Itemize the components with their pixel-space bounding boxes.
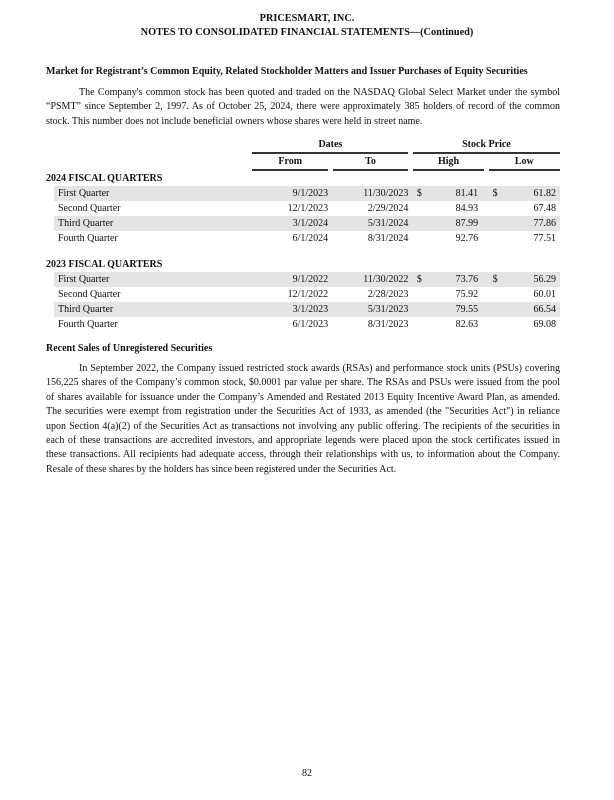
from-date: 9/1/2023 — [252, 186, 328, 201]
page-subtitle: NOTES TO CONSOLIDATED FINANCIAL STATEMENTS—(Continued) — [140, 27, 474, 38]
low-price: 69.08 — [533, 319, 556, 330]
currency-symbol: $ — [489, 186, 509, 201]
to-date: 2/29/2024 — [367, 203, 409, 214]
from-date: 9/1/2022 — [252, 272, 328, 287]
table-row — [54, 302, 560, 317]
quarter-label: Third Quarter — [54, 302, 252, 317]
low-price: 61.82 — [509, 186, 560, 201]
fiscal-section-header — [54, 171, 560, 186]
quarter-label: Fourth Quarter — [58, 319, 118, 330]
currency-symbol — [489, 302, 509, 317]
column-header-to: To — [333, 154, 409, 171]
high-price: 84.93 — [455, 203, 479, 214]
high-price: 92.76 — [455, 233, 479, 244]
low-price: 66.54 — [509, 302, 560, 317]
group-header-row — [54, 137, 560, 154]
fiscal-section-title: 2023 FISCAL QUARTERS — [46, 259, 163, 270]
fiscal-section-header — [54, 257, 560, 272]
currency-symbol — [413, 216, 433, 231]
to-date: 8/31/2024 — [367, 233, 409, 244]
low-price: 77.51 — [533, 233, 556, 244]
currency-symbol — [413, 317, 433, 332]
high-price: 81.41 — [433, 186, 484, 201]
to-date: 2/28/2023 — [367, 289, 409, 300]
to-date: 8/31/2023 — [367, 319, 409, 330]
quarter-label: Second Quarter — [58, 289, 121, 300]
high-price: 82.63 — [455, 319, 479, 330]
company-name: PRICESMART, INC. — [259, 13, 355, 24]
from-date: 12/1/2023 — [287, 203, 329, 214]
section-spacer — [54, 246, 560, 257]
currency-symbol — [489, 216, 509, 231]
table-row — [54, 231, 560, 246]
sales-section-title: Recent Sales of Unregistered Securities — [46, 343, 213, 354]
sales-section-paragraph: In September 2022, the Company issued restricted stock awards (RSAs) and performance stock units (PSUs) covering 156,225 shares of the Company’s common stock, $0.0001 par value per share. The RSAs and PSUs were issued from the pool of shares available for issuance under the Company’s Amended and Restated 2013 Equity Incentive Award Plan, as amended. The securities were exempt from registration under the Securities Act of 1933, as amended (the "Securities Act") in reliance upon Section 4(a)(2) of the Securities Act as transactions not involving any public offering. The recipients of the securities in each of these transactions are accredited investors, and appropriate legends were placed upon the stock certificates issued in these transactions. All recipients had adequate access, through their relationships with us, to information about the Company. Resale of these shares by the holders has since been registered under the Securities Act. — [46, 363, 560, 475]
currency-symbol — [489, 201, 509, 216]
table-row — [54, 201, 560, 216]
from-date: 12/1/2022 — [287, 289, 329, 300]
currency-symbol — [489, 317, 509, 332]
low-price: 67.48 — [533, 203, 556, 214]
column-header-high: High — [413, 154, 484, 171]
from-date: 3/1/2023 — [252, 302, 328, 317]
low-price: 60.01 — [533, 289, 556, 300]
column-header-from: From — [252, 154, 328, 171]
to-date: 11/30/2023 — [333, 186, 409, 201]
currency-symbol — [489, 231, 509, 246]
quarter-label: Third Quarter — [54, 216, 252, 231]
quarter-label: Fourth Quarter — [58, 233, 118, 244]
low-price: 77.86 — [509, 216, 560, 231]
to-date: 5/31/2024 — [333, 216, 409, 231]
high-price: 75.92 — [455, 289, 479, 300]
currency-symbol — [413, 302, 433, 317]
quarter-label: First Quarter — [54, 186, 252, 201]
table-row — [54, 186, 560, 201]
stock-price-group-header: Stock Price — [413, 137, 560, 154]
fiscal-section-title: 2024 FISCAL QUARTERS — [46, 173, 163, 184]
table-row — [54, 216, 560, 231]
from-date: 6/1/2024 — [292, 233, 329, 244]
table-row — [54, 317, 560, 332]
dates-group-header: Dates — [252, 137, 408, 154]
table-row — [54, 272, 560, 287]
currency-symbol — [413, 231, 433, 246]
currency-symbol — [413, 287, 433, 302]
to-date: 11/30/2022 — [333, 272, 409, 287]
to-date: 5/31/2023 — [333, 302, 409, 317]
table-row — [54, 287, 560, 302]
high-price: 79.55 — [433, 302, 484, 317]
from-date: 3/1/2024 — [252, 216, 328, 231]
market-section-paragraph: The Company's common stock has been quoted and traded on the NASDAQ Global Select Market under the symbol “PSMT” since September 2, 1997. As of October 25, 2024, there were approximately 385 holders of record of the common stock. This number does not include beneficial owners whose shares were held in street name. — [46, 87, 560, 127]
high-price: 73.76 — [433, 272, 484, 287]
page-number: 82 — [302, 768, 312, 779]
quarter-label: Second Quarter — [58, 203, 121, 214]
column-header-row — [54, 154, 560, 171]
currency-symbol — [489, 287, 509, 302]
currency-symbol — [413, 201, 433, 216]
currency-symbol: $ — [413, 272, 433, 287]
quarter-label: First Quarter — [54, 272, 252, 287]
low-price: 56.29 — [509, 272, 560, 287]
stock-price-table — [46, 137, 560, 332]
high-price: 87.99 — [433, 216, 484, 231]
from-date: 6/1/2023 — [292, 319, 329, 330]
currency-symbol: $ — [413, 186, 433, 201]
market-section-title: Market for Registrant’s Common Equity, Related Stockholder Matters and Issuer Purchases of Equity Securities — [46, 66, 528, 77]
column-header-low: Low — [489, 154, 560, 171]
currency-symbol: $ — [489, 272, 509, 287]
